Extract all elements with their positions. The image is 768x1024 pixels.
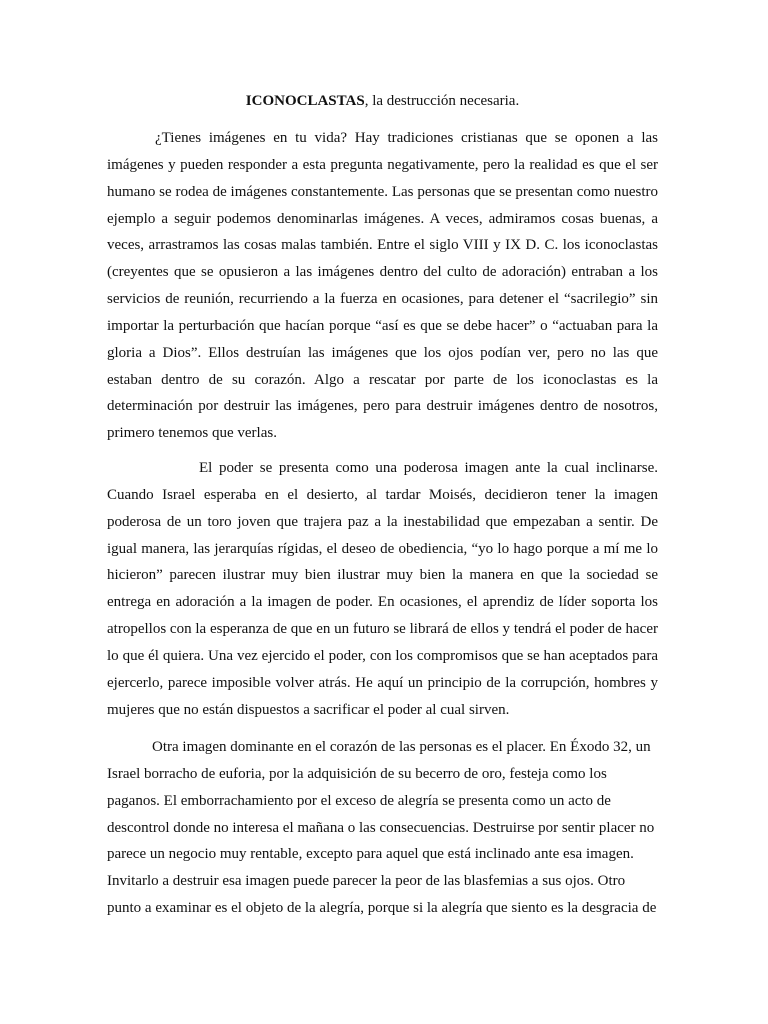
title-rest: , la destrucción necesaria. bbox=[364, 93, 520, 109]
paragraph-3: Otra imagen dominante en el corazón de las personas es el placer. En Éxodo 32, un Israel borracho de euforia, por la adquisición de su becerro de oro, festeja como los paganos. El emborrachamiento por el exceso de alegría se presenta como un acto de descontrol donde no interesa el mañana o las consecuencias. Destruirse por sentir placer no parece un negocio muy rentable, excepto para aquel que está inclinado ante esa imagen. Invitarlo a destruir esa imagen puede parecer la peor de las blasfemias a sus ojos. Otro punto a examinar es el objeto de la alegría, porque si la alegría que siento es la desgracia de bbox=[107, 739, 657, 917]
paragraph-1: ¿Tienes imágenes en tu vida? Hay tradiciones cristianas que se oponen a las imágenes y pueden responder a esta pregunta negativamente, pero la realidad es que el ser humano se rodea de imágenes constantemente. Las personas que se presentan como nuestro ejemplo a seguir podemos denominarlas imágenes. A veces, admiramos cosas buenas, a veces, arrastramos las cosas malas también. Entre el siglo VIII y IX D. C. los iconoclastas (creyentes que se opusieron a las imágenes dentro del culto de adoración) entraban a los servicios de reunión, recurriendo a la fuerza en ocasiones, para detener el “sacrilegio” sin importar la perturbación que hacían porque “así es que se debe hacer” o “actuaban para la gloria a Dios”. Ellos destruían las imágenes que los ojos podían ver, pero no las que estaban dentro de su corazón. Algo a rescatar por parte de los iconoclastas es la determinación por destruir las imágenes, pero para destruir imágenes dentro de nosotros, primero tenemos que verlas. bbox=[107, 130, 658, 442]
paragraph-2: El poder se presenta como una poderosa imagen ante la cual inclinarse. Cuando Israel esperaba en el desierto, al tardar Moisés, decidieron tener la imagen poderosa de un toro joven que trajera paz a la inestabilidad que empezaban a sentir. De igual manera, las jerarquías rígidas, el deseo de obediencia, “yo lo hago porque a mí me lo hicieron” parecen ilustrar muy bien ilustrar muy bien la manera en que la sociedad se entrega en adoración a la imagen de poder. En ocasiones, el aprendiz de líder soporta los atropellos con la esperanza de que en un futuro se librará de ellos y tendrá el poder de hacer lo que él quiera. Una vez ejercido el poder, con los compromisos que se han aceptados para ejercerlo, parece imposible volver atrás. He aquí un principio de la corrupción, hombres y mujeres que no están dispuestos a sacrificar el poder al cual sirven. bbox=[107, 460, 658, 718]
title-bold: ICONOCLASTAS bbox=[245, 93, 365, 109]
document-title bbox=[107, 90, 658, 112]
